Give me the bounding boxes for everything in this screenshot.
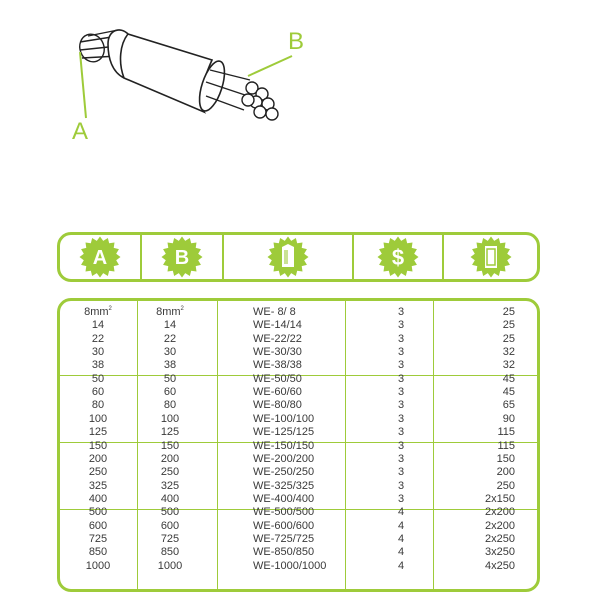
badge-dollar-sign: $ [391,245,405,270]
cell-qty [356,440,446,453]
cell-qty-value: 3 [397,492,405,505]
cell-code [253,399,302,412]
cell-qty-value: 3 [397,426,405,439]
cell-pack-value: 115 [497,426,515,439]
cell-qty-value: 3 [397,306,405,318]
cell-qty [356,493,446,506]
cell-a-value: 400 [88,492,108,505]
cell-qty-value: 3 [397,359,405,372]
cell-pack [440,533,515,546]
cell-code-value: WE-22/22 [253,332,302,345]
table-row [60,453,537,466]
cell-a [70,333,126,346]
cell-b [140,506,200,519]
cell-b [140,533,200,546]
cell-code [253,493,314,506]
cell-a [70,373,126,386]
cell-a [70,546,126,559]
cell-b [140,466,200,479]
cell-code-value: WE-500/500 [253,506,315,519]
cell-qty [356,453,446,466]
cell-code [253,333,302,346]
cell-code [253,306,296,319]
cell-b-value: 850 [160,546,180,559]
cell-a-value: 14 [91,319,105,332]
table-row [60,480,537,493]
cell-a-value: 1000 [85,559,111,572]
cell-qty-value: 3 [397,479,405,492]
cell-qty [356,560,446,573]
cell-pack [440,306,515,319]
header-cell-pack [442,235,537,279]
cell-b [140,333,200,346]
cell-b-value: 80 [163,399,177,412]
cell-qty-value: 3 [397,439,405,452]
cell-code-value: WE-80/80 [253,399,302,412]
header-cell-a [60,235,140,279]
starburst-badge-sleeve-icon [267,236,309,278]
cell-b-value: 400 [160,492,180,505]
table-row [60,306,537,319]
cell-b-value: 250 [160,466,180,479]
cell-qty [356,466,446,479]
cell-a-value: 250 [88,466,108,479]
cell-a-value: 50 [91,372,105,385]
cell-code-value: WE-14/14 [253,319,302,332]
cell-qty-value: 3 [397,372,405,385]
cell-b-value: 200 [160,452,180,465]
cell-pack-value: 2x200 [485,506,515,519]
cell-pack [440,546,515,559]
table-row [60,359,537,372]
table-row [60,426,537,439]
cell-a [70,306,126,319]
cell-a [70,399,126,412]
cell-b [140,319,200,332]
starburst-badge-b-icon [161,236,203,278]
cell-b-value: 22 [163,332,177,345]
sleeve-body [108,30,230,114]
cell-qty [356,373,446,386]
cell-pack-value: 25 [502,306,515,318]
cell-code-value: WE-60/60 [253,386,302,399]
cell-code [253,373,302,386]
cell-pack [440,480,515,493]
cell-code [253,386,302,399]
cell-qty-value: 4 [397,519,405,532]
cell-b [140,346,200,359]
cell-a [70,493,126,506]
table-row [60,346,537,359]
cell-qty [356,399,446,412]
cell-code-value: WE-125/125 [253,426,315,439]
table-row [60,506,537,519]
cell-b [140,493,200,506]
cell-pack-value: 45 [502,386,515,399]
cell-b-value: 100 [160,412,180,425]
cell-qty [356,480,446,493]
cell-pack-value: 2x200 [485,519,515,532]
cell-qty [356,426,446,439]
cell-code [253,413,314,426]
cell-qty-value: 4 [397,532,405,545]
cell-code-value: WE-150/150 [253,439,315,452]
cell-b-value: 30 [163,346,177,359]
cell-a-value: 30 [91,346,105,359]
cell-qty-value: 3 [397,452,405,465]
cell-b-value: 125 [160,426,180,439]
cell-b [140,560,200,573]
cell-b [140,520,200,533]
cell-pack-value: 2x150 [485,492,515,505]
cell-code-value: WE-200/200 [253,452,315,465]
cell-pack-value: 25 [502,332,515,345]
cell-b-value: 8mm [156,306,181,318]
cell-b [140,373,200,386]
table-row [60,466,537,479]
cell-pack [440,560,515,573]
header-cell-code [222,235,352,279]
cell-code [253,426,314,439]
cell-pack-value: 2x250 [485,532,515,545]
cell-a [70,506,126,519]
cell-pack [440,453,515,466]
cell-pack-value: 4x250 [485,559,515,572]
table-row [60,520,537,533]
cell-code [253,466,314,479]
cell-b-value: 60 [163,386,177,399]
cell-qty [356,319,446,332]
cell-code [253,533,314,546]
cell-qty [356,413,446,426]
cell-qty-value: 3 [397,386,405,399]
cell-a [70,533,126,546]
cell-a [70,413,126,426]
starburst-badge-a-icon [79,236,121,278]
cell-qty-value: 4 [397,546,405,559]
starburst-badge-box-icon [470,236,512,278]
cell-code [253,440,314,453]
callout-line-a [80,52,86,118]
table-row [60,533,537,546]
cell-pack-value: 32 [502,346,515,359]
table-row [60,333,537,346]
cell-pack-value: 150 [496,452,515,465]
cell-pack [440,440,515,453]
cell-b-value: 325 [160,479,180,492]
cell-a [70,426,126,439]
cell-pack [440,373,515,386]
cell-code-value: WE-725/725 [253,532,315,545]
cell-code-value: WE-50/50 [253,372,302,385]
callout-label-a: A [72,118,89,145]
cell-a [70,520,126,533]
cell-a [70,386,126,399]
cell-pack-value: 25 [502,319,515,332]
cell-b [140,386,200,399]
cell-code-value: WE-400/400 [253,492,315,505]
cell-code [253,480,314,493]
cell-b [140,546,200,559]
cell-code-value: WE-850/850 [253,546,315,559]
cell-b [140,440,200,453]
cell-qty [356,359,446,372]
cell-b-value: 38 [163,359,177,372]
cell-b-value: 1000 [157,559,183,572]
cell-pack-value: 250 [496,479,515,492]
cell-b [140,399,200,412]
cell-pack [440,413,515,426]
cell-code-value: WE-38/38 [253,359,302,372]
cell-a-value: 500 [88,506,108,519]
cell-pack-value: 32 [502,359,515,372]
table-header [57,232,540,282]
cell-qty [356,346,446,359]
cell-code-value: WE-100/100 [253,412,315,425]
cell-a [70,319,126,332]
cell-pack [440,493,515,506]
cell-qty [356,506,446,519]
cell-b [140,413,200,426]
cell-a-value: 150 [88,439,108,452]
cell-pack [440,386,515,399]
cell-code-value: WE-600/600 [253,519,315,532]
cell-code [253,359,302,372]
cell-pack [440,359,515,372]
badge-a-letter: A [92,247,108,269]
cell-a [70,440,126,453]
cell-b-value: 14 [163,319,177,332]
cell-pack [440,466,515,479]
cell-pack-value: 200 [496,466,515,479]
cell-pack-value: 3x250 [485,546,515,559]
cell-pack [440,333,515,346]
header-cell-b [140,235,222,279]
cell-pack-value: 115 [497,439,515,452]
cell-a-value: 600 [88,519,108,532]
cell-a [70,480,126,493]
cell-code [253,506,314,519]
cell-b [140,426,200,439]
cell-qty [356,533,446,546]
table-row [60,493,537,506]
callout-label-b: B [288,28,305,55]
cell-a-value: 725 [88,532,108,545]
header-cell-price [352,235,442,279]
cell-pack [440,520,515,533]
cell-b [140,359,200,372]
cell-b [140,480,200,493]
cell-qty-value: 3 [397,399,405,412]
cell-pack [440,346,515,359]
cell-pack-value: 65 [502,399,515,412]
cell-a-value: 22 [91,332,105,345]
cell-pack [440,426,515,439]
cell-a-value: 850 [88,546,108,559]
cell-code [253,520,314,533]
cell-a [70,453,126,466]
cell-code [253,319,302,332]
sleeve-size-table [57,298,540,592]
cell-a-value: 100 [88,412,108,425]
cell-b-value: 725 [160,532,180,545]
cell-qty-value: 4 [397,559,405,572]
cell-b-superscript: 2 [180,306,184,312]
cell-qty-value: 3 [397,319,405,332]
starburst-badge-dollar-icon [377,236,419,278]
cell-code [253,560,326,573]
cell-code [253,546,314,559]
cell-qty-value: 3 [397,466,405,479]
cell-a-superscript: 2 [108,306,112,312]
cell-code [253,346,302,359]
cell-a-value: 125 [88,426,108,439]
cell-a [70,560,126,573]
cell-qty [356,386,446,399]
cell-b-value: 150 [160,439,180,452]
table-row [60,560,537,573]
cell-qty-value: 4 [397,506,405,519]
badge-b-letter: B [174,247,190,269]
cell-pack [440,319,515,332]
cell-b-value: 50 [163,372,177,385]
cell-pack-value: 45 [502,372,515,385]
cell-qty-value: 3 [397,412,405,425]
table-row [60,440,537,453]
table-row [60,413,537,426]
cell-a-value: 325 [88,479,108,492]
cell-code-value: WE-325/325 [253,479,315,492]
cell-a-value: 80 [91,399,105,412]
cell-b-value: 600 [160,519,180,532]
cell-a-value: 200 [88,452,108,465]
cell-qty-value: 3 [397,346,405,359]
table-row [60,546,537,559]
cell-b [140,453,200,466]
cell-code [253,453,314,466]
cell-a [70,346,126,359]
cell-a-value: 60 [91,386,105,399]
cell-b-value: 500 [160,506,180,519]
cell-qty-value: 3 [397,332,405,345]
table-row [60,386,537,399]
cell-a-value: 38 [91,359,105,372]
table-row [60,399,537,412]
cell-a [70,466,126,479]
table-row [60,319,537,332]
cell-qty [356,306,446,319]
cell-qty [356,333,446,346]
cell-code-value: WE-250/250 [253,466,315,479]
cell-a-value: 8mm [84,306,109,318]
cell-qty [356,520,446,533]
callout-line-b [248,56,292,76]
cell-pack [440,399,515,412]
cell-b [140,306,200,319]
cell-code-value: WE- 8/ 8 [253,306,296,318]
cell-code-value: WE-30/30 [253,346,302,359]
cell-pack-value: 90 [502,412,515,425]
cell-pack [440,506,515,519]
table-row [60,373,537,386]
cell-code-value: WE-1000/1000 [253,559,327,572]
cell-a [70,359,126,372]
cell-qty [356,546,446,559]
